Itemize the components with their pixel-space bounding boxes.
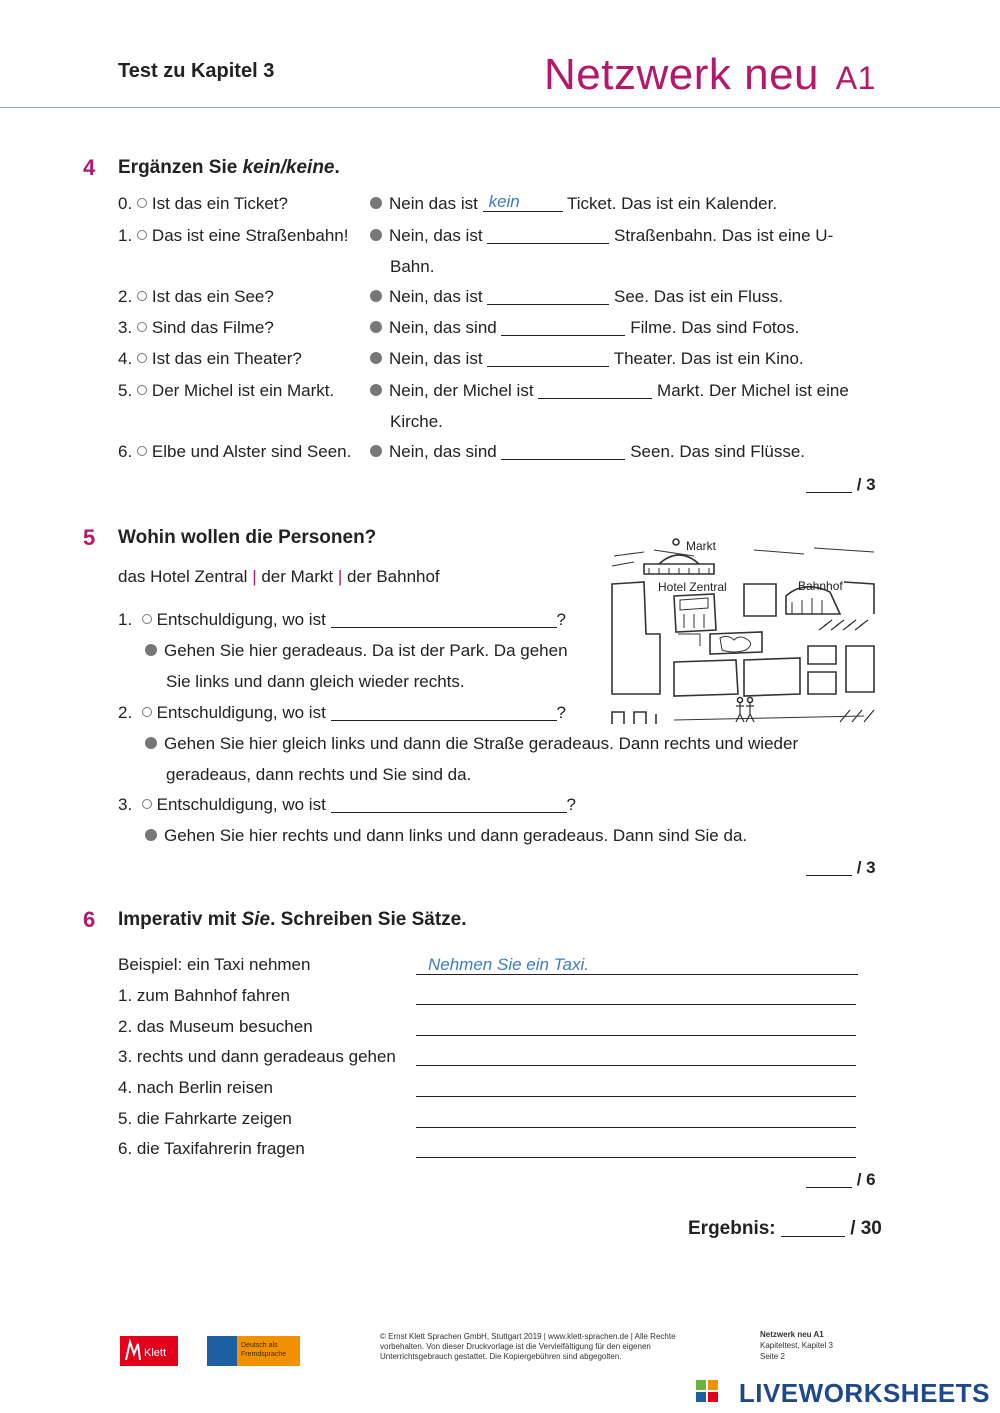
s6-item-1-label: 2. das Museum besuchen [118,1017,313,1036]
section-5-title: Wohin wollen die Personen? [118,527,377,548]
answer-blank[interactable] [487,349,609,367]
brand-name: Netzwerk neu [544,50,820,99]
s4-row-0-answer: Nein das ist kein Ticket. Das ist ein Kalender. [370,194,777,214]
filled-bullet-icon [145,644,157,656]
example-label: Beispiel: ein Taxi nehmen [118,955,311,974]
s4-row-5-answer: Nein, der Michel ist Markt. Der Michel ist eine [370,381,849,401]
filled-bullet-icon [370,445,382,457]
section-6-number: 6 [83,907,96,932]
open-bullet-icon [137,446,147,456]
answer-blank[interactable] [501,442,625,460]
result-total: Ergebnis: / 30 [688,1218,882,1239]
filled-bullet-icon [370,290,382,302]
option-markt: der Markt [261,567,334,586]
s4-row-1-answer: Nein, das ist Straßenbahn. Das ist eine U- [370,226,833,246]
open-bullet-icon [137,322,147,332]
s5-item-1-answer-line-1: geradeaus, dann rechts und Sie sind da. [166,765,472,784]
filled-bullet-icon [370,197,382,209]
answer-blank[interactable] [538,381,652,399]
answer-blank[interactable] [501,318,625,336]
filled-bullet-icon [370,321,382,333]
example-answer: Nehmen Sie ein Taxi. [428,955,589,974]
footer-page: Seite 2 [760,1352,785,1361]
open-bullet-icon [137,353,147,363]
s4-row-3-question: 3. Sind das Filme? [118,318,274,337]
answer-blank[interactable] [331,703,557,721]
s6-item-3-label: 4. nach Berlin reisen [118,1078,273,1097]
s4-row-4-answer: Nein, das ist Theater. Das ist ein Kino. [370,349,804,369]
s5-item-1-answer-line-0: Gehen Sie hier gleich links und dann die Straße geradeaus. Dann rechts und wieder [145,734,798,754]
answer-blank[interactable] [331,610,557,628]
s4-row-3-answer: Nein, das sind Filme. Das sind Fotos. [370,318,799,338]
city-map-illustration [604,534,880,730]
s6-item-5-label: 6. die Taxifahrerin fragen [118,1139,305,1158]
s4-row-1-question: 1. Das ist eine Straßenbahn! [118,226,349,245]
s6-item-1-answer-line[interactable] [416,1035,856,1036]
s4-row-0-question: 0. Ist das ein Ticket? [118,194,288,213]
filled-bullet-icon [145,829,157,841]
s6-item-0-answer-line[interactable] [416,1004,856,1005]
svg-text:Klett: Klett [144,1347,167,1359]
s4-row-5-question: 5. Der Michel ist ein Markt. [118,381,335,400]
open-bullet-icon [137,230,147,240]
map-label-markt: Markt [686,539,716,553]
brand-title [544,50,876,100]
s6-item-2-label: 3. rechts und dann geradeaus gehen [118,1047,396,1066]
section-6-score: / 6 [806,1170,876,1190]
s5-item-2-question: 3. Entschuldigung, wo ist ? [118,795,576,814]
open-bullet-icon [142,614,152,624]
liveworksheets-logo-icon [696,1380,718,1402]
section-5-score: / 3 [806,858,876,878]
s4-row-6-answer: Nein, das sind Seen. Das sind Flüsse. [370,442,805,462]
s4-row-5-continuation: Kirche. [390,412,443,431]
open-bullet-icon [142,707,152,717]
section-4-title: Ergänzen Sie kein/keine. [118,157,340,178]
s4-row-6-question: 6. Elbe und Alster sind Seen. [118,442,352,461]
s5-item-1-question: 2. Entschuldigung, wo ist ? [118,703,566,722]
answer-blank[interactable] [487,287,609,305]
option-bahnhof: der Bahnhof [347,567,440,586]
page-header-title: Test zu Kapitel 3 [118,60,275,82]
s6-item-4-answer-line[interactable] [416,1127,856,1128]
map-label-bahnhof: Bahnhof [798,579,843,593]
section-5-options: das Hotel Zentral | der Markt | der Bahnhof [118,567,440,586]
result-label: Ergebnis: [688,1218,776,1239]
answer-blank[interactable] [487,226,609,244]
footer-book: Netzwerk neu A1 [760,1330,824,1339]
s4-row-1-continuation: Bahn. [390,257,435,276]
option-hotel: das Hotel Zentral [118,567,248,586]
footer-chapter: Kapiteltest, Kapitel 3 [760,1341,833,1350]
s5-item-0-question: 1. Entschuldigung, wo ist ? [118,610,566,629]
filled-bullet-icon [370,384,382,396]
filled-bullet-icon [370,352,382,364]
section-5-number: 5 [83,525,96,550]
filled-bullet-icon [370,229,382,241]
brand-level: A1 [835,60,876,96]
s4-row-2-question: 2. Ist das ein See? [118,287,274,306]
section-6-title: Imperativ mit Sie. Schreiben Sie Sätze. [118,909,467,930]
s5-item-0-answer-line-1: Sie links und dann gleich wieder rechts. [166,672,465,691]
open-bullet-icon [137,198,147,208]
s4-row-2-answer: Nein, das ist See. Das ist ein Fluss. [370,287,783,307]
s6-item-5-answer-line[interactable] [416,1157,856,1158]
map-label-hotel: Hotel Zentral [658,580,727,594]
section-4-score: / 3 [806,475,876,495]
s4-row-4-question: 4. Ist das ein Theater? [118,349,302,368]
s6-item-4-label: 5. die Fahrkarte zeigen [118,1109,292,1128]
s6-item-2-answer-line[interactable] [416,1065,856,1066]
s5-item-2-answer-line-0: Gehen Sie hier rechts und dann links und dann geradeaus. Dann sind Sie da. [145,826,747,846]
header-divider [0,107,1000,108]
open-bullet-icon [142,799,152,809]
example-answer-line [416,974,858,975]
daf-logo: Deutsch als Fremdsprache [207,1336,300,1366]
filled-bullet-icon [145,737,157,749]
klett-logo [120,1336,178,1366]
answer-blank[interactable]: kein [483,194,563,212]
s6-item-3-answer-line[interactable] [416,1096,856,1097]
s5-item-0-answer-line-0: Gehen Sie hier geradeaus. Da ist der Park. Da gehen [145,641,568,661]
s6-item-0-label: 1. zum Bahnhof fahren [118,986,291,1005]
open-bullet-icon [137,385,147,395]
liveworksheets-watermark: LIVEWORKSHEETS [738,1378,990,1408]
open-bullet-icon [137,291,147,301]
copyright-notice: © Ernst Klett Sprachen GmbH, Stuttgart 2019 | www.klett-sprachen.de | Alle Rechte vorbehalten. Von dieser Druckvorlage ist die Vervielfältigung für den eigenen Unterrichtsgebrauch gestattet. Die Kopiergebühren sind abgegolten. [380,1332,676,1361]
answer-blank[interactable] [331,795,567,813]
section-4-number: 4 [83,155,96,180]
